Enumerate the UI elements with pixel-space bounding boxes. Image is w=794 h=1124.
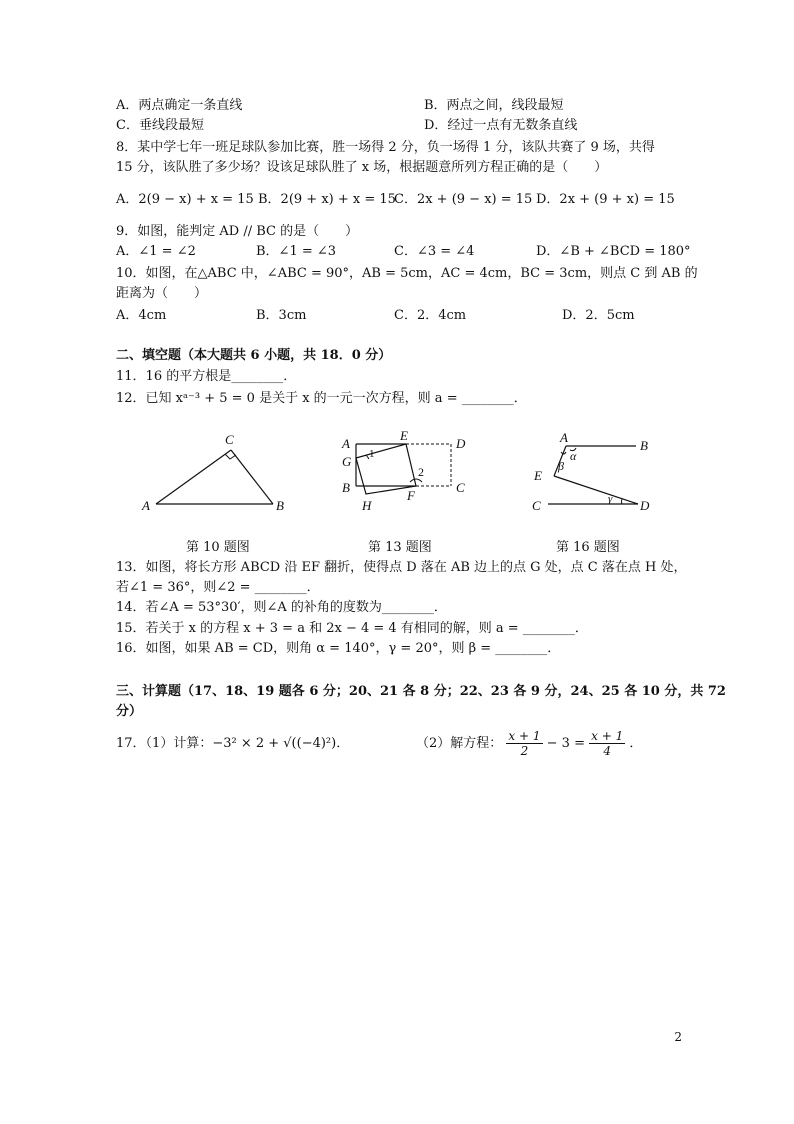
q8-option-a: A．2(9 − x) + x = 15 xyxy=(116,192,254,207)
q8-option-b: B．2(9 + x) + x = 15 xyxy=(258,192,396,207)
q17-suffix: ． xyxy=(629,736,643,751)
q10-option-c: C．2．4cm xyxy=(394,308,467,323)
fig16-segment-ed xyxy=(554,476,638,504)
fig10-caption: 第 10 题图 xyxy=(186,540,250,555)
fig10-side-ac xyxy=(156,450,231,504)
fig13-label-c: C xyxy=(456,480,465,495)
fig16-caption: 第 16 题图 xyxy=(556,540,620,555)
q10-stem-line1: 10．如图，在△ABC 中，∠ABC = 90°，AB = 5cm，AC = 4cm，BC = 3cm，则点 C 到 AB 的 xyxy=(116,266,698,281)
q17-frac1-denominator: 2 xyxy=(520,744,529,758)
figure-16-parallel-lines xyxy=(526,428,666,518)
q17-part2-prefix: （2）解方程： xyxy=(416,736,503,751)
q17-frac1-numerator: x + 1 xyxy=(508,729,541,743)
fig16-label-b: B xyxy=(640,438,648,453)
q9-option-a: A．∠1 = ∠2 xyxy=(116,244,196,259)
q17-fraction-right xyxy=(589,729,625,758)
q8-option-c: C．2x + (9 − x) = 15 xyxy=(394,192,533,207)
fig13-label-f: F xyxy=(407,488,415,503)
q17-frac2-numerator: x + 1 xyxy=(591,729,624,743)
fig10-label-a: A xyxy=(142,498,150,513)
fig13-angle2-arc xyxy=(410,479,422,482)
fig10-side-bc xyxy=(231,450,273,504)
q10-option-d: D．2．5cm xyxy=(562,308,635,323)
q17-part2 xyxy=(416,724,642,764)
q12: 12．已知 xᵃ⁻³ + 5 = 0 是关于 x 的一元一次方程，则 a = ________． xyxy=(116,391,527,406)
fig10-label-c: C xyxy=(225,432,234,447)
q7-option-b: B．两点之间，线段最短 xyxy=(424,98,564,113)
q13-stem-line2: 若∠1 = 36°，则∠2 = ________． xyxy=(116,580,320,595)
fig10-label-b: B xyxy=(276,498,284,513)
q7-option-d: D．经过一点有无数条直线 xyxy=(424,118,578,133)
q13-stem-line1: 13．如图，将长方形 ABCD 沿 EF 翻折，使得点 D 落在 AB 边上的点 G 处，点 C 落在点 H 处， xyxy=(116,560,687,575)
fig13-label-1: 1 xyxy=(369,448,375,460)
q9-option-b: B．∠1 = ∠3 xyxy=(256,244,337,259)
fig13-label-b: B xyxy=(342,480,350,495)
q16: 16．如图，如果 AB = CD，则角 α = 140°，γ = 20°，则 β = ________． xyxy=(116,641,561,656)
fig16-label-beta: β xyxy=(558,459,564,473)
fig16-label-alpha: α xyxy=(570,449,577,463)
fig16-label-a: A xyxy=(560,430,568,445)
q8-stem-line1: 8．某中学七年一班足球队参加比赛，胜一场得 2 分，负一场得 1 分，该队共赛了 9 场，共得 xyxy=(116,140,655,155)
section3-title-line2: 分） xyxy=(116,704,143,719)
q15: 15．若关于 x 的方程 x + 3 = a 和 2x − 4 = 4 有相同的解，则 a = ________． xyxy=(116,621,588,636)
q9-stem: 9．如图，能判定 AD // BC 的是（ ） xyxy=(116,224,359,239)
fig16-label-c: C xyxy=(532,498,541,513)
q17-part1: 17．（1）计算：−3² × 2 + √((−4)²)． xyxy=(116,736,350,751)
section3-title-line1: 三、计算题（17、18、19 题各 6 分；20、21 各 8 分；22、23 各 9 分，24、25 各 10 分，共 72 xyxy=(116,684,726,699)
fig16-label-e: E xyxy=(534,468,542,483)
figure-13-folded-rectangle xyxy=(336,428,476,518)
q9-option-c: C．∠3 = ∠4 xyxy=(394,244,475,259)
q9-option-d: D．∠B + ∠BCD = 180° xyxy=(536,244,691,259)
q17-fraction-left xyxy=(506,729,542,758)
fig13-label-d: D xyxy=(456,436,466,451)
page-number: 2 xyxy=(674,1030,682,1044)
fig13-label-g: G xyxy=(342,454,352,469)
fig13-label-a: A xyxy=(342,436,350,451)
q10-stem-line2: 距离为（ ） xyxy=(116,286,208,301)
fig16-label-d: D xyxy=(640,498,650,513)
q17-middle: − 3 = xyxy=(546,736,585,751)
fig16-gamma-arc xyxy=(622,499,623,504)
fig13-caption: 第 13 题图 xyxy=(368,540,432,555)
fig13-label-h: H xyxy=(362,498,372,513)
q11: 11．16 的平方根是________． xyxy=(116,369,297,384)
q7-option-c: C．垂线段最短 xyxy=(116,118,204,133)
q7-option-a: A．两点确定一条直线 xyxy=(116,98,243,113)
section2-title: 二、填空题（本大题共 6 小题，共 18．0 分） xyxy=(116,348,392,363)
q8-option-d: D．2x + (9 + x) = 15 xyxy=(536,192,675,207)
q10-option-a: A．4cm xyxy=(116,308,167,323)
q17-frac2-denominator: 4 xyxy=(603,744,611,758)
fig16-label-gamma: γ xyxy=(608,493,613,505)
figure-10-triangle xyxy=(136,428,296,518)
q14: 14．若∠A = 53°30′，则∠A 的补角的度数为________． xyxy=(116,600,447,615)
fig13-label-2: 2 xyxy=(418,465,424,479)
fig13-label-e: E xyxy=(400,428,408,443)
q8-stem-line2: 15 分，该队胜了多少场？设该足球队胜了 x 场，根据题意所列方程正确的是（ ） xyxy=(116,160,608,175)
q10-option-b: B．3cm xyxy=(256,308,307,323)
